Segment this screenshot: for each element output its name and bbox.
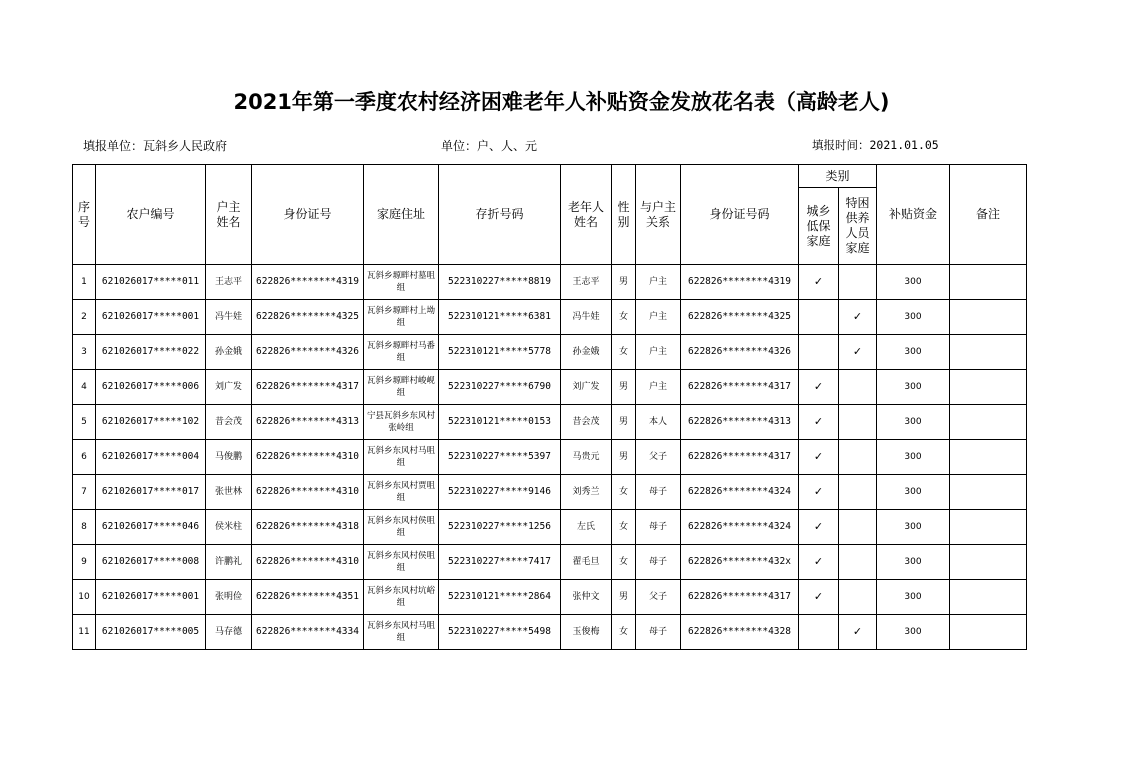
cell-seq: 4 [73,370,96,405]
cell-gender: 男 [612,440,636,475]
cell-cat-low [799,300,839,335]
cell-subsidy: 300 [877,475,950,510]
cell-elder-name: 翟毛旦 [561,545,612,580]
cell-gender: 女 [612,545,636,580]
cell-household-no: 621026017*****017 [96,475,206,510]
cell-head-name: 马存德 [206,615,252,650]
cell-seq: 11 [73,615,96,650]
cell-relation: 父子 [636,580,681,615]
cell-cat-special [839,580,877,615]
cell-gender: 男 [612,265,636,300]
table-row [73,300,1027,335]
header-remark: 备注 [950,165,1027,265]
cell-passbook: 522310227*****9146 [439,475,561,510]
cell-cat-special [839,405,877,440]
cell-gender: 女 [612,510,636,545]
cell-cat-low [799,335,839,370]
header-household-no: 农户编号 [96,165,206,265]
header-cat-low: 城乡低保家庭 [799,188,839,265]
cell-id-no: 622826********4318 [252,510,364,545]
cell-household-no: 621026017*****006 [96,370,206,405]
cell-elder-id: 622826********4325 [681,300,799,335]
cell-passbook: 522310121*****5778 [439,335,561,370]
cell-remark [950,545,1027,580]
cell-address: 瓦斜乡东风村马咀组 [364,615,439,650]
cell-gender: 男 [612,370,636,405]
cell-cat-special [839,440,877,475]
cell-seq: 7 [73,475,96,510]
cell-elder-name: 张仲文 [561,580,612,615]
cell-head-name: 许鹏礼 [206,545,252,580]
cell-subsidy: 300 [877,265,950,300]
check-icon: ✓ [813,274,824,288]
table-row [73,545,1027,580]
cell-id-no: 622826********4326 [252,335,364,370]
cell-seq: 5 [73,405,96,440]
cell-elder-id: 622826********432x [681,545,799,580]
cell-remark [950,405,1027,440]
cell-elder-id: 622826********4317 [681,370,799,405]
cell-gender: 女 [612,615,636,650]
cell-cat-low [799,265,839,300]
cell-seq: 8 [73,510,96,545]
cell-passbook: 522310227*****7417 [439,545,561,580]
cell-cat-special [839,615,877,650]
cell-relation: 母子 [636,510,681,545]
cell-head-name: 张世林 [206,475,252,510]
cell-subsidy: 300 [877,615,950,650]
cell-household-no: 621026017*****001 [96,300,206,335]
table-row [73,440,1027,475]
cell-subsidy: 300 [877,545,950,580]
cell-elder-id: 622826********4328 [681,615,799,650]
cell-relation: 户主 [636,300,681,335]
cell-id-no: 622826********4313 [252,405,364,440]
check-icon: ✓ [813,449,824,463]
cell-seq: 6 [73,440,96,475]
cell-household-no: 621026017*****102 [96,405,206,440]
cell-relation: 母子 [636,475,681,510]
header-subsidy: 补贴资金 [877,165,950,265]
cell-head-name: 马俊鹏 [206,440,252,475]
cell-cat-special [839,510,877,545]
cell-address: 瓦斜乡东风村侯咀组 [364,545,439,580]
cell-elder-id: 622826********4319 [681,265,799,300]
cell-remark [950,370,1027,405]
table-row [73,405,1027,440]
header-head-name: 户主姓名 [206,165,252,265]
cell-passbook: 522310121*****0153 [439,405,561,440]
measurement-units: 单位：户、人、元 [441,139,538,153]
table-row [73,580,1027,615]
check-icon: ✓ [813,414,824,428]
cell-remark [950,580,1027,615]
header-id-no: 身份证号 [252,165,364,265]
cell-cat-low [799,370,839,405]
cell-subsidy: 300 [877,370,950,405]
cell-gender: 男 [612,580,636,615]
cell-relation: 户主 [636,265,681,300]
check-icon: ✓ [813,379,824,393]
cell-remark [950,300,1027,335]
cell-address: 瓦斜乡东风村贾咀组 [364,475,439,510]
header-elder-name: 老年人姓名 [561,165,612,265]
check-icon: ✓ [813,589,824,603]
subsidy-roster-table [72,164,1027,650]
cell-address: 宁县瓦斜乡东风村张岭组 [364,405,439,440]
cell-head-name: 王志平 [206,265,252,300]
cell-elder-name: 刘广发 [561,370,612,405]
table-row [73,615,1027,650]
cell-household-no: 621026017*****004 [96,440,206,475]
cell-passbook: 522310227*****8819 [439,265,561,300]
cell-elder-name: 冯牛娃 [561,300,612,335]
cell-remark [950,615,1027,650]
header-seq: 序号 [73,165,96,265]
cell-cat-low [799,615,839,650]
cell-cat-special [839,545,877,580]
cell-relation: 母子 [636,545,681,580]
cell-address: 瓦斜乡塬畔村上坳组 [364,300,439,335]
cell-id-no: 622826********4310 [252,545,364,580]
cell-cat-low [799,545,839,580]
check-icon: ✓ [813,519,824,533]
cell-household-no: 621026017*****011 [96,265,206,300]
cell-elder-name: 左氏 [561,510,612,545]
cell-passbook: 522310121*****6381 [439,300,561,335]
cell-id-no: 622826********4319 [252,265,364,300]
cell-relation: 户主 [636,370,681,405]
cell-passbook: 522310227*****5397 [439,440,561,475]
cell-relation: 父子 [636,440,681,475]
cell-id-no: 622826********4351 [252,580,364,615]
cell-elder-id: 622826********4324 [681,510,799,545]
cell-gender: 男 [612,405,636,440]
cell-passbook: 522310121*****2864 [439,580,561,615]
check-icon: ✓ [852,309,863,323]
cell-id-no: 622826********4334 [252,615,364,650]
cell-address: 瓦斜乡东风村坑峪组 [364,580,439,615]
cell-elder-name: 玉俊梅 [561,615,612,650]
cell-seq: 9 [73,545,96,580]
cell-remark [950,475,1027,510]
cell-gender: 女 [612,475,636,510]
cell-subsidy: 300 [877,300,950,335]
cell-household-no: 621026017*****046 [96,510,206,545]
cell-remark [950,510,1027,545]
cell-seq: 3 [73,335,96,370]
cell-address: 瓦斜乡东风村侯咀组 [364,510,439,545]
cell-cat-low [799,510,839,545]
cell-address: 瓦斜乡塬畔村峻岘组 [364,370,439,405]
check-icon: ✓ [813,554,824,568]
cell-cat-special [839,300,877,335]
check-icon: ✓ [852,624,863,638]
reporting-date: 填报时间：2021.01.05 [812,138,939,152]
cell-seq: 10 [73,580,96,615]
cell-household-no: 621026017*****005 [96,615,206,650]
header-category: 类别 [799,165,877,188]
header-elder-id: 身份证号码 [681,165,799,265]
cell-cat-special [839,370,877,405]
cell-gender: 女 [612,300,636,335]
cell-subsidy: 300 [877,440,950,475]
cell-household-no: 621026017*****022 [96,335,206,370]
cell-elder-name: 马贵元 [561,440,612,475]
reporting-unit: 填报单位：瓦斜乡人民政府 [83,139,228,153]
cell-household-no: 621026017*****001 [96,580,206,615]
header-passbook: 存折号码 [439,165,561,265]
table-row [73,510,1027,545]
cell-head-name: 张明俭 [206,580,252,615]
cell-passbook: 522310227*****1256 [439,510,561,545]
cell-elder-id: 622826********4324 [681,475,799,510]
cell-head-name: 昔会茂 [206,405,252,440]
cell-household-no: 621026017*****008 [96,545,206,580]
cell-subsidy: 300 [877,405,950,440]
cell-address: 瓦斜乡东风村马咀组 [364,440,439,475]
cell-relation: 母子 [636,615,681,650]
cell-id-no: 622826********4325 [252,300,364,335]
cell-subsidy: 300 [877,510,950,545]
cell-cat-special [839,265,877,300]
cell-elder-name: 孙金娥 [561,335,612,370]
cell-elder-id: 622826********4326 [681,335,799,370]
cell-head-name: 冯牛娃 [206,300,252,335]
cell-passbook: 522310227*****5498 [439,615,561,650]
cell-cat-special [839,335,877,370]
table-row [73,370,1027,405]
header-relation: 与户主关系 [636,165,681,265]
cell-remark [950,265,1027,300]
cell-subsidy: 300 [877,580,950,615]
cell-elder-id: 622826********4313 [681,405,799,440]
header-gender: 性别 [612,165,636,265]
cell-cat-low [799,475,839,510]
table-row [73,335,1027,370]
cell-address: 瓦斜乡塬畔村马番组 [364,335,439,370]
cell-address: 瓦斜乡塬畔村墓咀组 [364,265,439,300]
cell-cat-low [799,580,839,615]
cell-id-no: 622826********4310 [252,440,364,475]
cell-cat-low [799,440,839,475]
page-title: 2021年第一季度农村经济困难老年人补贴资金发放花名表（高龄老人) [233,90,890,114]
cell-head-name: 刘广发 [206,370,252,405]
table-row [73,475,1027,510]
cell-gender: 女 [612,335,636,370]
cell-cat-special [839,475,877,510]
cell-elder-name: 王志平 [561,265,612,300]
cell-passbook: 522310227*****6790 [439,370,561,405]
cell-elder-name: 昔会茂 [561,405,612,440]
cell-id-no: 622826********4310 [252,475,364,510]
cell-remark [950,335,1027,370]
cell-seq: 2 [73,300,96,335]
cell-relation: 户主 [636,335,681,370]
cell-subsidy: 300 [877,335,950,370]
cell-elder-id: 622826********4317 [681,440,799,475]
roster-body [73,265,1027,650]
table-row [73,265,1027,300]
cell-id-no: 622826********4317 [252,370,364,405]
cell-seq: 1 [73,265,96,300]
cell-relation: 本人 [636,405,681,440]
cell-cat-low [799,405,839,440]
cell-elder-id: 622826********4317 [681,580,799,615]
header-address: 家庭住址 [364,165,439,265]
check-icon: ✓ [813,484,824,498]
cell-head-name: 孙金娥 [206,335,252,370]
cell-remark [950,440,1027,475]
cell-elder-name: 刘秀兰 [561,475,612,510]
cell-head-name: 侯米柱 [206,510,252,545]
check-icon: ✓ [852,344,863,358]
header-cat-special: 特困供养人员家庭 [839,188,877,265]
